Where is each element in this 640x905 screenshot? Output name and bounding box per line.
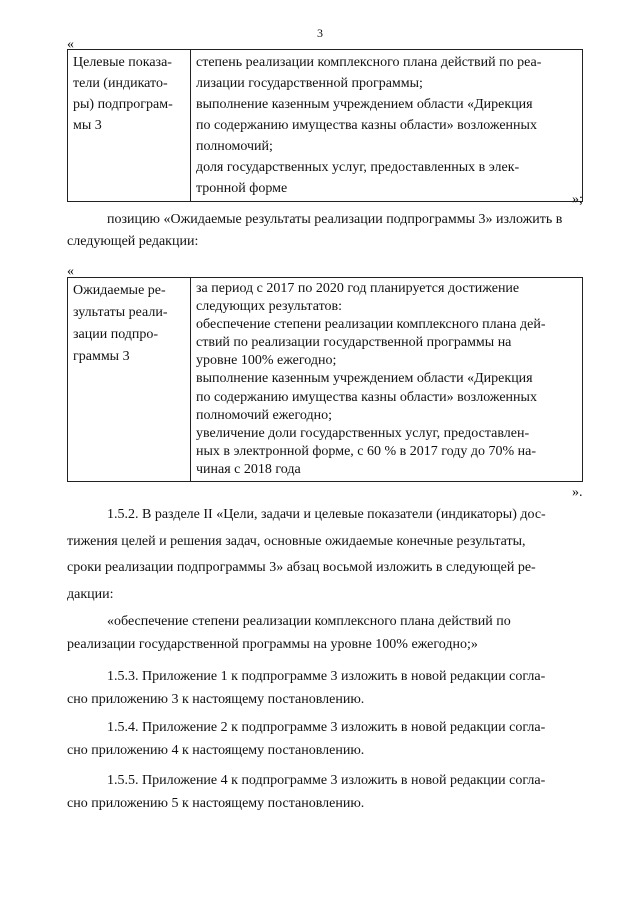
indicators-table bbox=[67, 49, 583, 202]
close-quote-2: ». bbox=[572, 485, 583, 500]
cell-line: уровне 100% ежегодно; bbox=[196, 353, 337, 369]
close-quote-1: »; bbox=[572, 192, 583, 207]
cell-line: увеличение доли государственных услуг, предоставлен- bbox=[196, 425, 530, 441]
text-line: 1.5.3. Приложение 1 к подпрограмме 3 изложить в новой редакции согла- bbox=[107, 669, 546, 684]
cell-line: лизации государственной программы; bbox=[196, 76, 423, 91]
text-line: дакции: bbox=[67, 587, 114, 603]
text-line: 1.5.5. Приложение 4 к подпрограмме 3 изложить в новой редакции согла- bbox=[107, 773, 546, 788]
open-quote-2: « bbox=[67, 264, 74, 279]
text-line: сно приложению 4 к настоящему постановлению. bbox=[67, 743, 365, 758]
cell-line: доля государственных услуг, предоставленных в элек- bbox=[196, 160, 520, 175]
paragraph-quoted-text bbox=[67, 610, 587, 656]
cell-line: ных в электронной форме, с 60 % в 2017 году до 70% на- bbox=[196, 443, 537, 459]
paragraph-1-5-4 bbox=[67, 716, 587, 762]
cell-line: полномочий; bbox=[196, 139, 273, 154]
indicators-value-cell bbox=[191, 50, 583, 202]
cell-line: выполнение казенным учреждением области «Дирекция bbox=[196, 371, 533, 387]
indicators-label-cell bbox=[68, 50, 191, 202]
expected-results-value-cell bbox=[191, 278, 583, 482]
expected-results-label-cell bbox=[68, 278, 191, 482]
cell-line: ствий по реализации государственной программы на bbox=[196, 335, 512, 351]
cell-line: обеспечение степени реализации комплексного плана дей- bbox=[196, 317, 546, 333]
text-line: следующей редакции: bbox=[67, 234, 199, 249]
cell-line: по содержанию имущества казны области» возложенных bbox=[196, 389, 537, 405]
text-line: позицию «Ожидаемые результаты реализации подпрограммы 3» изложить в bbox=[107, 212, 563, 227]
cell-line: степень реализации комплексного плана действий по реа- bbox=[196, 55, 542, 70]
paragraph-position-replace bbox=[67, 209, 587, 253]
cell-line: Ожидаемые ре- bbox=[73, 283, 166, 298]
cell-line: тронной форме bbox=[196, 181, 288, 196]
cell-line: тели (индикато- bbox=[73, 76, 168, 91]
text-line: сроки реализации подпрограммы 3» абзац восьмой изложить в следующей ре- bbox=[67, 560, 536, 576]
paragraph-1-5-3 bbox=[67, 665, 587, 711]
text-line: тижения целей и решения задач, основные ожидаемые конечные результаты, bbox=[67, 533, 526, 549]
cell-line: следующих результатов: bbox=[196, 299, 343, 315]
cell-line: по содержанию имущества казны области» возложенных bbox=[196, 118, 537, 133]
page-number: 3 bbox=[317, 26, 323, 40]
cell-line: чиная с 2018 года bbox=[196, 461, 301, 477]
cell-line: мы 3 bbox=[73, 118, 102, 133]
text-line: сно приложению 3 к настоящему постановлению. bbox=[67, 692, 365, 707]
cell-line: зации подпро- bbox=[73, 327, 159, 342]
paragraph-1-5-5 bbox=[67, 769, 587, 815]
cell-line: выполнение казенным учреждением области «Дирекция bbox=[196, 97, 533, 112]
cell-line: за период с 2017 по 2020 год планируется достижение bbox=[196, 281, 520, 296]
paragraph-1-5-2 bbox=[67, 502, 587, 609]
text-line: «обеспечение степени реализации комплексного плана действий по bbox=[107, 614, 511, 629]
open-quote-1: « bbox=[67, 37, 74, 52]
text-line: 1.5.4. Приложение 2 к подпрограмме 3 изложить в новой редакции согла- bbox=[107, 720, 546, 735]
expected-results-table bbox=[67, 277, 583, 482]
text-line: 1.5.2. В разделе II «Цели, задачи и целевые показатели (индикаторы) дос- bbox=[107, 507, 546, 522]
cell-line: граммы 3 bbox=[73, 349, 130, 364]
cell-line: Целевые показа- bbox=[73, 55, 172, 70]
cell-line: полномочий ежегодно; bbox=[196, 407, 332, 423]
text-line: сно приложению 5 к настоящему постановлению. bbox=[67, 796, 365, 811]
cell-line: зультаты реали- bbox=[73, 305, 168, 320]
cell-line: ры) подпрограм- bbox=[73, 97, 173, 112]
text-line: реализации государственной программы на уровне 100% ежегодно;» bbox=[67, 637, 478, 652]
